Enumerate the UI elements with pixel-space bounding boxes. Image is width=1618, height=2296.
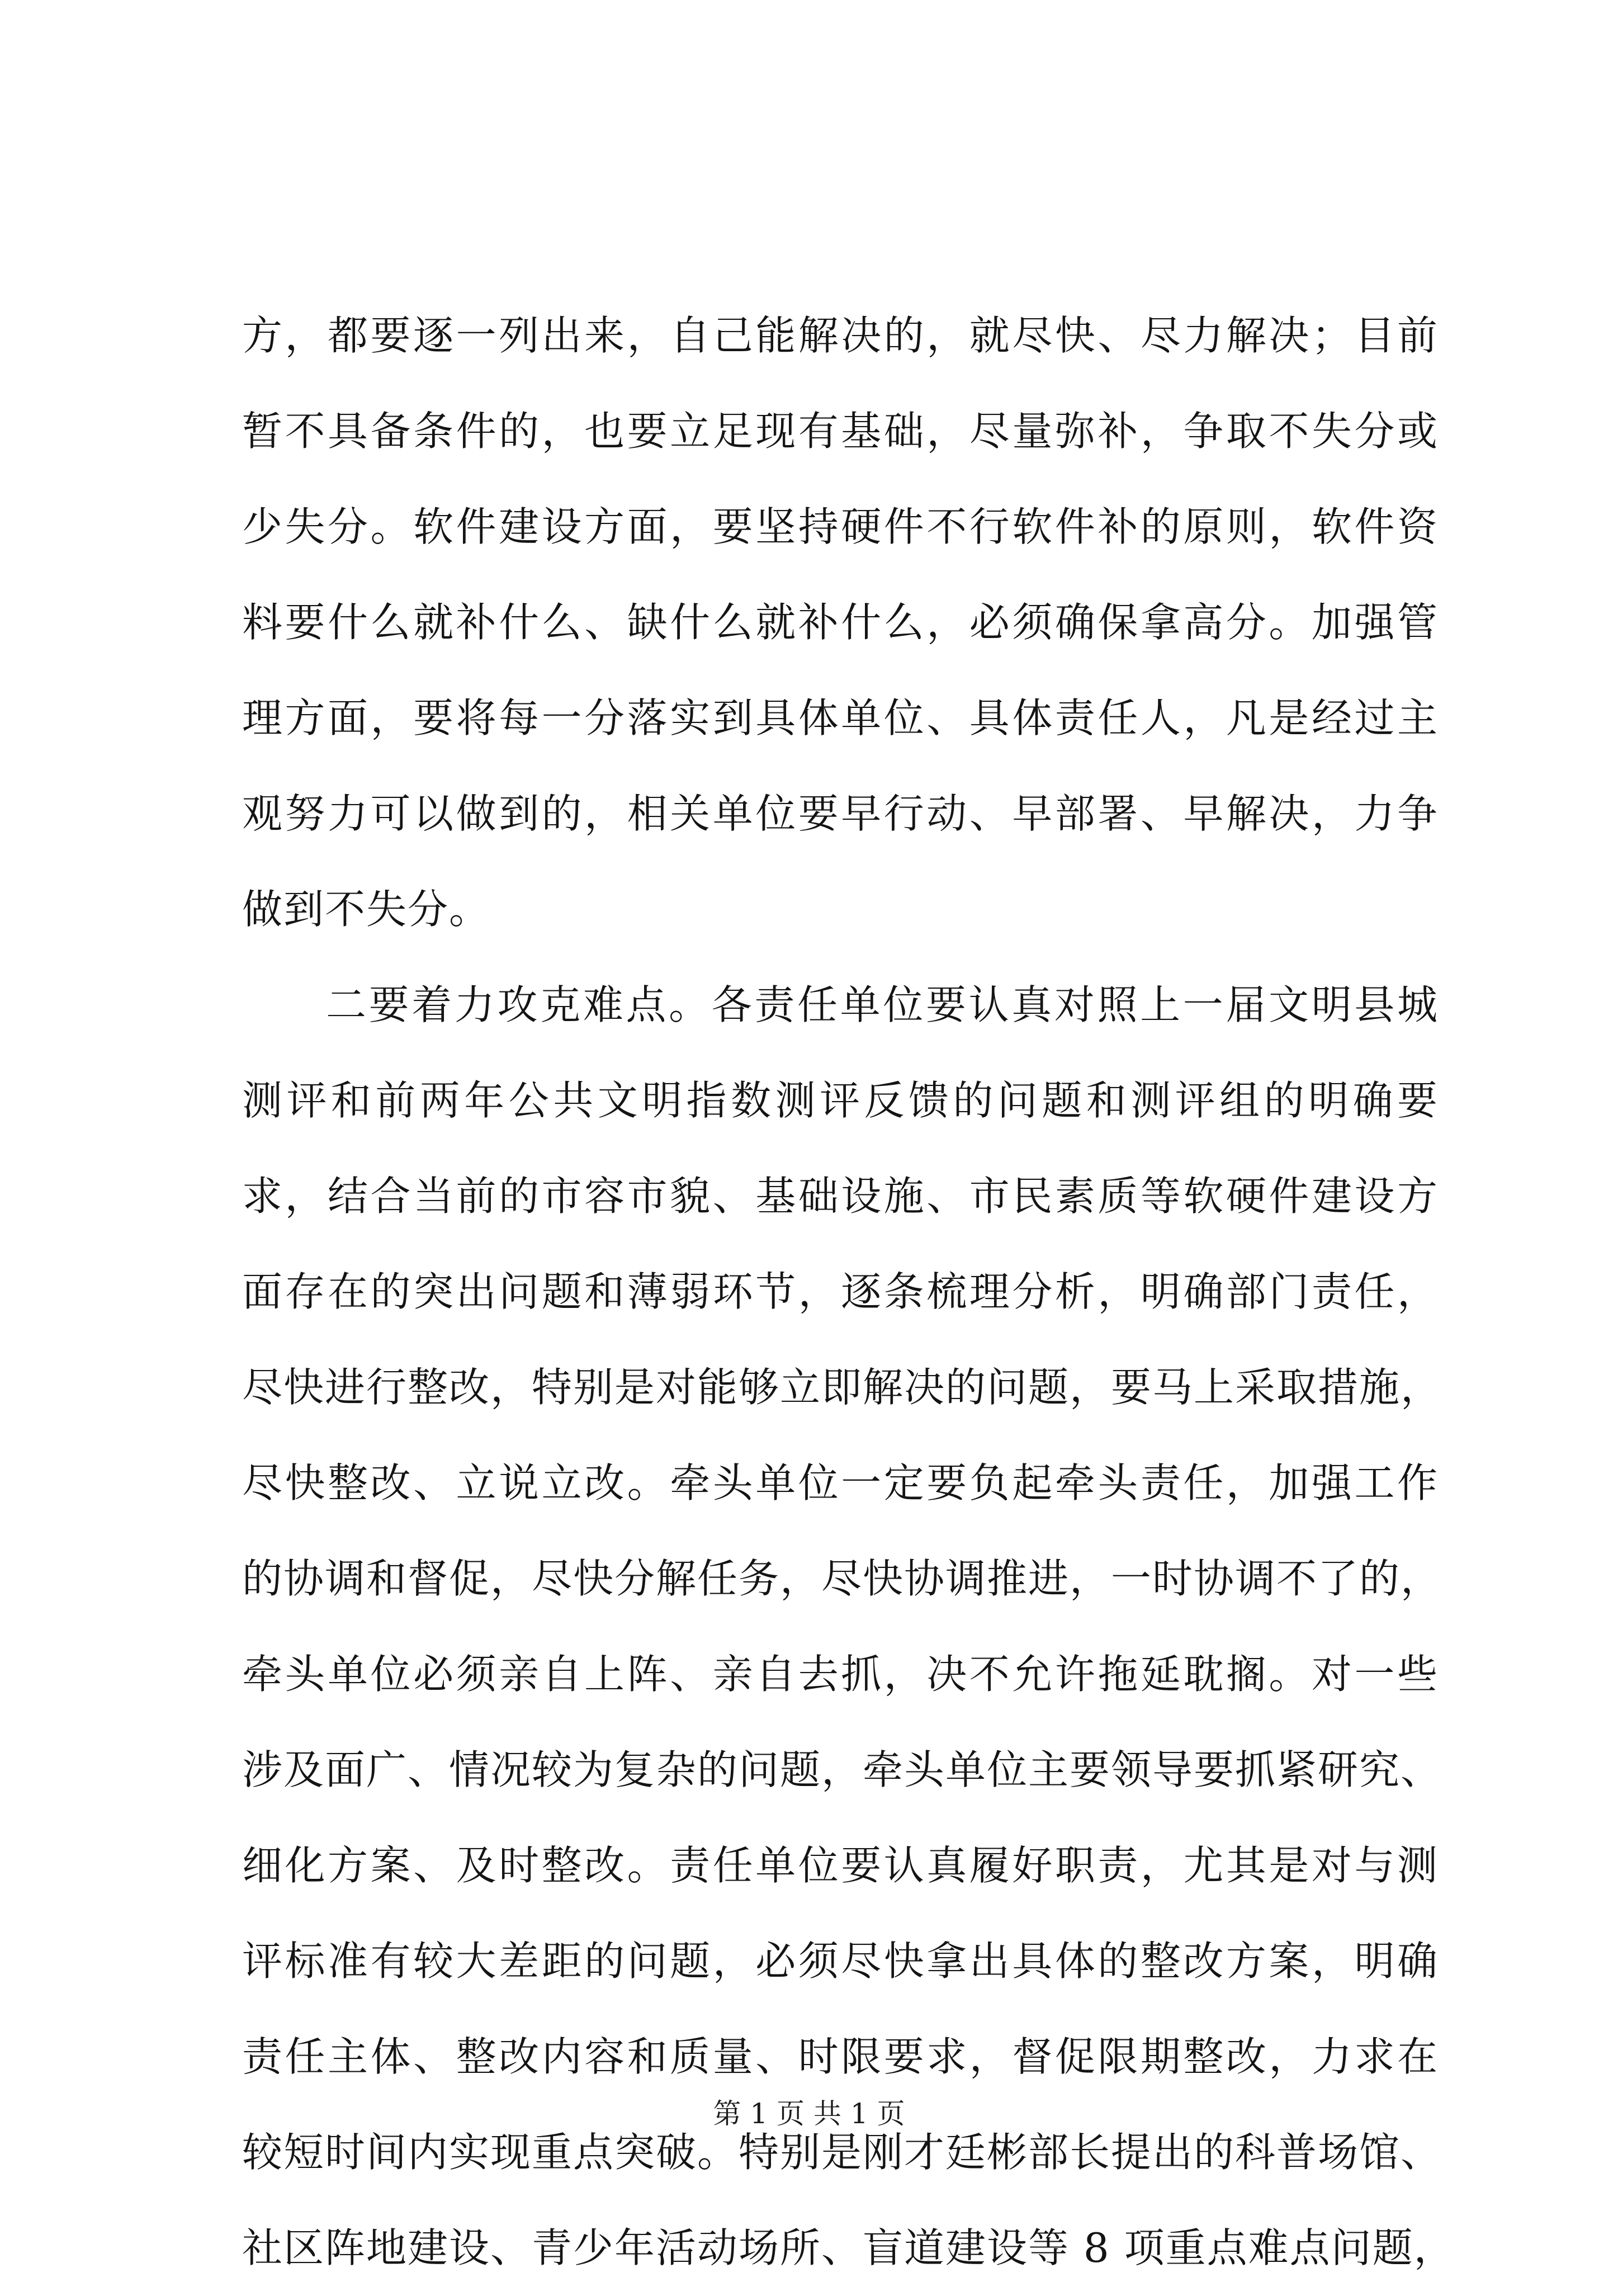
text-line: 做到不失分。	[242, 886, 491, 933]
text-line: 面存在的突出问题和薄弱环节，逐条梳理分析，明确部门责任，	[242, 1268, 1439, 1315]
text-line: 观努力可以做到的，相关单位要早行动、早部署、早解决，力争	[242, 790, 1439, 837]
text-line: 牵头单位必须亲自上阵、亲自去抓，决不允许拖延耽搁。对一些	[242, 1651, 1439, 1698]
paragraph-start-line: 二要着力攻克难点。各责任单位要认真对照上一届文明县城	[326, 981, 1439, 1028]
text-line: 尽快进行整改，特别是对能够立即解决的问题，要马上采取措施，	[242, 1364, 1442, 1411]
text-line: 理方面，要将每一分落实到具体单位、具体责任人，凡是经过主	[242, 695, 1439, 741]
text-line: 方，都要逐一列出来，自己能解决的，就尽快、尽力解决；目前	[242, 312, 1439, 359]
text-line: 较短时间内实现重点突破。特别是刚才廷彬部长提出的科普场馆、	[242, 2129, 1442, 2176]
text-line: 求，结合当前的市容市貌、基础设施、市民素质等软硬件建设方	[242, 1173, 1439, 1220]
text-line: 涉及面广、情况较为复杂的问题，牵头单位主要领导要抓紧研究、	[242, 1746, 1442, 1793]
text-line: 料要什么就补什么、缺什么就补什么，必须确保拿高分。加强管	[242, 599, 1439, 646]
text-line: 细化方案、及时整改。责任单位要认真履好职责，尤其是对与测	[242, 1842, 1439, 1889]
text-line: 测评和前两年公共文明指数测评反馈的问题和测评组的明确要	[242, 1077, 1439, 1124]
text-line: 社区阵地建设、青少年活动场所、盲道建设等 8 项重点难点问题，	[242, 2224, 1455, 2271]
text-line: 暂不具备条件的，也要立足现有基础，尽量弥补，争取不失分或	[242, 408, 1439, 455]
body-text	[242, 288, 1455, 2296]
text-line: 的协调和督促，尽快分解任务，尽快协调推进，一时协调不了的，	[242, 1555, 1442, 1602]
text-line: 尽快整改、立说立改。牵头单位一定要负起牵头责任，加强工作	[242, 1459, 1439, 1506]
text-line: 评标准有较大差距的问题，必须尽快拿出具体的整改方案，明确	[242, 1938, 1439, 1985]
text-line: 责任主体、整改内容和质量、时限要求，督促限期整改，力求在	[242, 2033, 1439, 2080]
text-line: 少失分。软件建设方面，要坚持硬件不行软件补的原则，软件资	[242, 503, 1439, 550]
page-footer: 第 1 页 共 1 页	[713, 2097, 905, 2130]
